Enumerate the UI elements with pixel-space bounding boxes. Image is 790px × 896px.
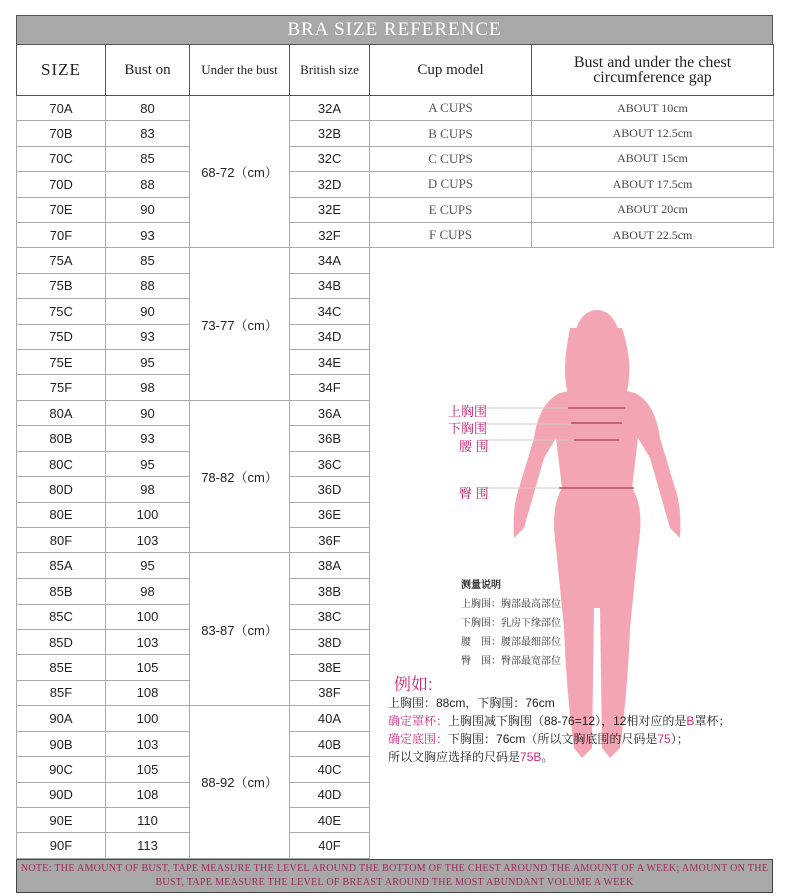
british-size-cell: 40B <box>290 731 370 756</box>
size-cell: 80F <box>17 528 106 553</box>
table-row <box>17 248 774 273</box>
bust-on-cell: 93 <box>106 222 190 247</box>
size-cell: 75F <box>17 375 106 400</box>
band-text: 下胸围：76cm（所以文胸底围的尺码是 <box>448 732 658 747</box>
cup-text: 上胸围减下胸围（88-76=12），12相对应的是 <box>448 714 687 729</box>
british-size-cell: 40D <box>290 782 370 807</box>
bust-on-cell: 108 <box>106 680 190 705</box>
british-size-cell: 40E <box>290 808 370 833</box>
footnote: NOTE: THE AMOUNT OF BUST, TAPE MEASURE THE LEVEL AROUND THE BOTTOM OF THE CHEST AROUND THE AMOUNT OF A WEEK; AMOUNT ON THE BUST, TAPE MEASURE THE LEVEL OF BREAST AROUND THE MOST ABUNDANT VOLUME A WEEK <box>16 859 773 893</box>
british-size-cell: 32A <box>290 96 370 121</box>
table-row <box>17 121 774 146</box>
size-cell: 70C <box>17 146 106 171</box>
size-cell: 85B <box>17 579 106 604</box>
bust-on-cell: 108 <box>106 782 190 807</box>
bust-on-cell: 103 <box>106 731 190 756</box>
size-cell: 70E <box>17 197 106 222</box>
bust-on-cell: 80 <box>106 96 190 121</box>
size-cell: 80A <box>17 400 106 426</box>
bust-on-cell: 88 <box>106 273 190 298</box>
british-size-cell: 38A <box>290 553 370 579</box>
size-cell: 75E <box>17 349 106 374</box>
cup-model-cell: D CUPS <box>370 172 532 197</box>
british-size-cell: 34E <box>290 349 370 374</box>
british-size-cell: 36B <box>290 426 370 451</box>
size-cell: 85D <box>17 629 106 654</box>
british-size-cell: 34B <box>290 273 370 298</box>
size-cell: 90A <box>17 706 106 732</box>
british-size-cell: 34C <box>290 299 370 324</box>
british-size-cell: 34A <box>290 248 370 273</box>
size-cell: 75B <box>17 273 106 298</box>
size-cell: 70D <box>17 172 106 197</box>
under-bust-cell: 88-92（cm） <box>190 706 290 859</box>
bust-on-cell: 85 <box>106 146 190 171</box>
cup-model-cell: E CUPS <box>370 197 532 222</box>
bust-on-cell: 95 <box>106 451 190 476</box>
bust-on-cell: 100 <box>106 604 190 629</box>
size-cell: 90B <box>17 731 106 756</box>
label-under-bust: 下胸围 <box>448 421 488 437</box>
british-size-cell: 36C <box>290 451 370 476</box>
british-size-cell: 36D <box>290 477 370 502</box>
band-highlight: 75 <box>657 732 671 747</box>
header-cup: Cup model <box>370 45 532 96</box>
bust-on-cell: 90 <box>106 197 190 222</box>
bust-on-cell: 90 <box>106 299 190 324</box>
result-text: 所以文胸应选择的尺码是 <box>388 750 521 765</box>
example-title: 例如: <box>394 675 433 695</box>
cup-model-cell: C CUPS <box>370 146 532 171</box>
size-cell: 90F <box>17 833 106 858</box>
british-size-cell: 32F <box>290 222 370 247</box>
band-end: ）； <box>670 732 689 747</box>
cup-end: 罩杯； <box>694 714 731 729</box>
gap-cell: ABOUT 22.5cm <box>532 222 774 247</box>
measure-line: 臀 围：臀部最宽部位 <box>461 656 561 668</box>
example-line-3 <box>388 730 689 747</box>
british-size-cell: 34D <box>290 324 370 349</box>
size-cell: 80E <box>17 502 106 527</box>
cup-label: 确定罩杯： <box>388 714 449 729</box>
bust-on-cell: 100 <box>106 706 190 732</box>
example-line-2 <box>388 712 730 729</box>
british-size-cell: 38E <box>290 655 370 680</box>
header-size: SIZE <box>17 45 106 96</box>
header-bust-on: Bust on <box>106 45 190 96</box>
example-line-4 <box>388 748 553 765</box>
gap-cell: ABOUT 15cm <box>532 146 774 171</box>
measure-line: 腰 围：腰部最细部位 <box>461 637 561 649</box>
label-hip: 臀 围 <box>459 486 489 502</box>
british-size-cell: 36F <box>290 528 370 553</box>
british-size-cell: 36E <box>290 502 370 527</box>
size-cell: 80C <box>17 451 106 476</box>
bust-on-cell: 95 <box>106 349 190 374</box>
label-waist: 腰 围 <box>459 439 489 455</box>
british-size-cell: 32C <box>290 146 370 171</box>
bust-on-cell: 95 <box>106 553 190 579</box>
british-size-cell: 38C <box>290 604 370 629</box>
british-size-cell: 32E <box>290 197 370 222</box>
result-highlight: 75B <box>520 750 542 765</box>
size-cell: 75D <box>17 324 106 349</box>
british-size-cell: 40F <box>290 833 370 858</box>
size-cell: 90E <box>17 808 106 833</box>
bust-on-cell: 98 <box>106 477 190 502</box>
size-table <box>16 44 774 859</box>
size-cell: 85E <box>17 655 106 680</box>
bust-on-cell: 88 <box>106 172 190 197</box>
band-label: 确定底围： <box>388 732 449 747</box>
header-british: British size <box>290 45 370 96</box>
cup-model-cell: B CUPS <box>370 121 532 146</box>
bust-on-cell: 100 <box>106 502 190 527</box>
cup-model-cell: F CUPS <box>370 222 532 247</box>
table-row <box>17 197 774 222</box>
size-cell: 75A <box>17 248 106 273</box>
under-bust-cell: 73-77（cm） <box>190 248 290 400</box>
british-size-cell: 32D <box>290 172 370 197</box>
figure-cell <box>370 248 774 859</box>
size-cell: 70F <box>17 222 106 247</box>
chart-title: BRA SIZE REFERENCE <box>16 15 773 44</box>
measure-line: 上胸围：胸部最高部位 <box>461 599 561 611</box>
bust-on-cell: 98 <box>106 375 190 400</box>
british-size-cell: 40A <box>290 706 370 732</box>
bust-on-cell: 93 <box>106 324 190 349</box>
table-row <box>17 222 774 247</box>
bust-on-cell: 85 <box>106 248 190 273</box>
under-bust-cell: 68-72（cm） <box>190 96 290 248</box>
bust-on-cell: 98 <box>106 579 190 604</box>
size-cell: 70A <box>17 96 106 121</box>
british-size-cell: 36A <box>290 400 370 426</box>
label-upper-bust: 上胸围 <box>448 404 488 420</box>
result-end: 。 <box>541 750 554 765</box>
british-size-cell: 38D <box>290 629 370 654</box>
british-size-cell: 40C <box>290 757 370 782</box>
british-size-cell: 32B <box>290 121 370 146</box>
british-size-cell: 38F <box>290 680 370 705</box>
size-chart <box>16 15 773 893</box>
header-gap: Bust and under the chest circumference gap <box>532 45 774 96</box>
size-cell: 85A <box>17 553 106 579</box>
size-cell: 75C <box>17 299 106 324</box>
under-bust-cell: 83-87（cm） <box>190 553 290 706</box>
size-cell: 90C <box>17 757 106 782</box>
example-line-1: 上胸围：88cm，下胸围：76cm <box>388 696 555 711</box>
bust-on-cell: 83 <box>106 121 190 146</box>
header-under-bust: Under the bust <box>190 45 290 96</box>
size-cell: 70B <box>17 121 106 146</box>
header-row <box>17 45 774 96</box>
size-cell: 90D <box>17 782 106 807</box>
bust-on-cell: 105 <box>106 655 190 680</box>
under-bust-cell: 78-82（cm） <box>190 400 290 553</box>
measure-title: 测量说明 <box>461 580 501 592</box>
bust-on-cell: 90 <box>106 400 190 426</box>
size-cell: 80B <box>17 426 106 451</box>
size-cell: 85F <box>17 680 106 705</box>
size-cell: 85C <box>17 604 106 629</box>
british-size-cell: 34F <box>290 375 370 400</box>
gap-cell: ABOUT 17.5cm <box>532 172 774 197</box>
bust-on-cell: 113 <box>106 833 190 858</box>
cup-highlight: B <box>686 714 695 729</box>
bust-on-cell: 110 <box>106 808 190 833</box>
bust-on-cell: 103 <box>106 528 190 553</box>
size-cell: 80D <box>17 477 106 502</box>
gap-cell: ABOUT 20cm <box>532 197 774 222</box>
gap-cell: ABOUT 10cm <box>532 96 774 121</box>
british-size-cell: 38B <box>290 579 370 604</box>
bust-on-cell: 93 <box>106 426 190 451</box>
bust-on-cell: 105 <box>106 757 190 782</box>
table-row <box>17 96 774 121</box>
table-row <box>17 146 774 171</box>
cup-model-cell: A CUPS <box>370 96 532 121</box>
measure-line: 下胸围：乳房下缘部位 <box>461 618 561 630</box>
bust-on-cell: 103 <box>106 629 190 654</box>
gap-cell: ABOUT 12.5cm <box>532 121 774 146</box>
table-row <box>17 172 774 197</box>
measurement-figure <box>370 248 774 858</box>
